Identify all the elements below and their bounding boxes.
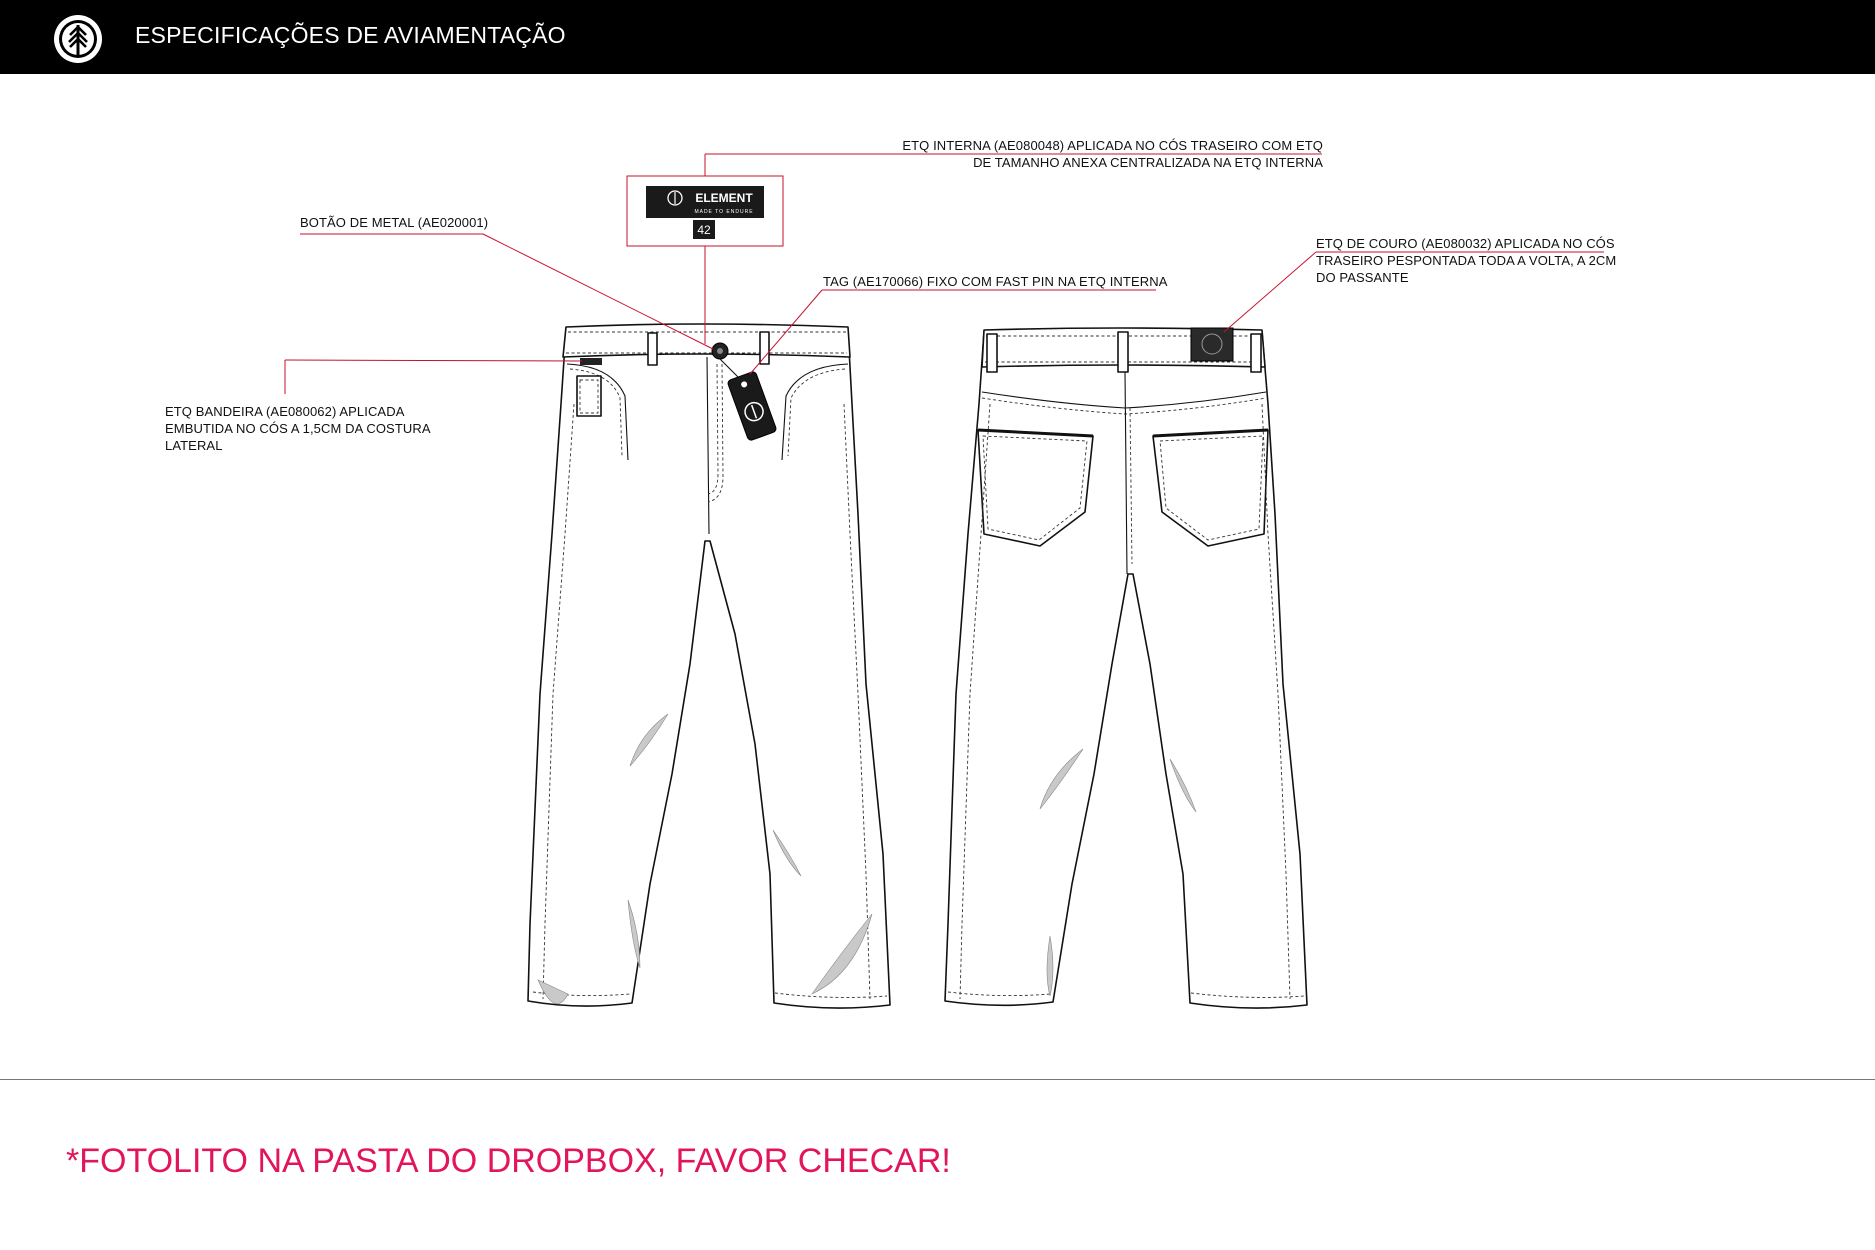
annotation-etq-bandeira (165, 403, 431, 454)
front-view-pants (528, 324, 890, 1008)
annotation-line: TAG (AE170066) FIXO COM FAST PIN NA ETQ INTERNA (823, 274, 1168, 289)
annotation-line: LATERAL (165, 438, 223, 453)
annotation-tag (823, 273, 1167, 290)
label-tagline: MADE TO ENDURE (694, 209, 754, 215)
annotation-line: DO PASSANTE (1316, 270, 1409, 285)
label-brand: ELEMENT (695, 191, 753, 205)
annotation-line: TRASEIRO PESPONTADA TODA A VOLTA, A 2CM (1316, 253, 1617, 268)
annotation-line: DE TAMANHO ANEXA CENTRALIZADA NA ETQ INTERNA (973, 155, 1323, 170)
footer-divider (0, 1079, 1875, 1080)
technical-drawing (0, 74, 1875, 1079)
annotation-line: EMBUTIDA NO CÓS A 1,5CM DA COSTURA (165, 421, 431, 436)
back-view-pants (945, 328, 1307, 1008)
annotation-botao (300, 214, 488, 231)
annotation-etq-interna (860, 137, 1323, 171)
footer-note: *FOTOLITO NA PASTA DO DROPBOX, FAVOR CHECAR! (66, 1142, 951, 1180)
page-title: ESPECIFICAÇÕES DE AVIAMENTAÇÃO (135, 22, 566, 48)
annotation-line: ETQ INTERNA (AE080048) APLICADA NO CÓS TRASEIRO COM ETQ (902, 138, 1323, 153)
annotation-line: ETQ DE COURO (AE080032) APLICADA NO CÓS (1316, 236, 1615, 251)
annotation-line: BOTÃO DE METAL (AE020001) (300, 215, 489, 230)
element-tree-logo-icon (52, 13, 104, 65)
annotation-line: ETQ BANDEIRA (AE080062) APLICADA (165, 404, 405, 419)
header-bar (0, 0, 1875, 74)
internal-label-detail (646, 186, 764, 239)
annotation-etq-couro (1316, 235, 1616, 286)
label-size: 42 (697, 223, 711, 237)
